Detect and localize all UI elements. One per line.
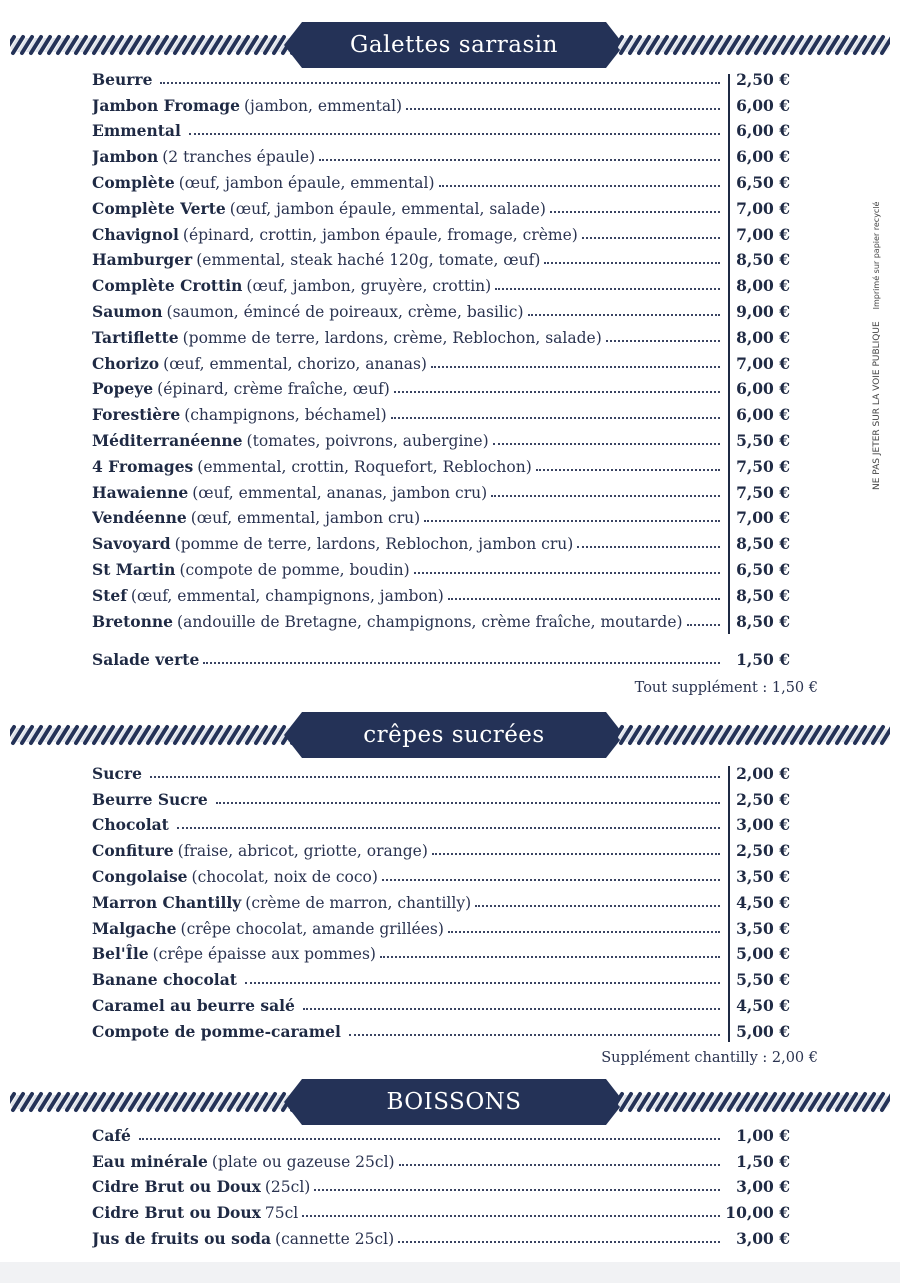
section-title: BOISSONS	[386, 1089, 522, 1115]
item-description: (œuf, emmental, champignons, jambon)	[130, 586, 444, 605]
item-name: Caramel au beurre salé	[92, 995, 295, 1015]
item-description: (crème de marron, chantilly)	[245, 893, 472, 912]
crepes-list	[92, 760, 812, 1044]
item-price: 7,00 €	[736, 508, 790, 528]
item-price: 7,50 €	[736, 456, 790, 476]
item-name: Stef	[92, 585, 127, 605]
dot-leader	[398, 1241, 720, 1243]
supplement-note: Tout supplément : 1,50 €	[634, 680, 818, 696]
item-name: Forestière	[92, 405, 181, 425]
dot-leader	[606, 340, 720, 342]
dot-leader	[577, 546, 720, 548]
list-item	[92, 1225, 812, 1251]
item-price: 3,50 €	[736, 866, 790, 886]
galettes-list	[92, 66, 812, 634]
item-name: Confiture	[92, 841, 174, 861]
ribbon	[284, 1079, 624, 1125]
dot-leader	[150, 776, 720, 778]
item-name: Beurre Sucre	[92, 789, 208, 809]
list-item	[92, 505, 812, 531]
dot-leader	[582, 237, 720, 239]
item-price: 3,00 €	[736, 1177, 790, 1197]
dot-leader	[536, 469, 720, 471]
item-description: (crêpe épaisse aux pommes)	[152, 945, 376, 964]
item-name: Jambon Fromage	[92, 95, 240, 115]
list-item	[92, 272, 812, 298]
boissons-banner	[0, 1077, 900, 1127]
item-name: Salade verte	[92, 649, 200, 669]
rope-decoration-icon	[10, 724, 300, 746]
item-name: St Martin	[92, 559, 176, 579]
dot-leader	[448, 598, 720, 600]
item-description: (pomme de terre, lardons, crème, Reblochon, salade)	[182, 328, 602, 347]
dot-leader	[493, 443, 720, 445]
item-name: Café	[92, 1125, 131, 1145]
dot-leader	[382, 879, 720, 881]
item-price: 10,00 €	[725, 1203, 790, 1223]
list-item	[92, 556, 812, 582]
item-name: Savoyard	[92, 534, 171, 554]
rope-decoration-icon	[10, 1091, 300, 1113]
dot-leader	[160, 82, 720, 84]
list-item	[92, 453, 812, 479]
dot-leader	[391, 417, 720, 419]
item-price: 6,00 €	[736, 405, 790, 425]
list-item	[92, 298, 812, 324]
item-price: 8,50 €	[736, 534, 790, 554]
bottom-strip	[0, 1262, 900, 1283]
list-item	[92, 992, 812, 1018]
item-name: Chocolat	[92, 815, 169, 835]
item-description: (épinard, crème fraîche, œuf)	[157, 380, 390, 399]
dot-leader	[245, 982, 720, 984]
item-description: (tomates, poivrons, aubergine)	[246, 431, 489, 450]
boissons-list	[92, 1122, 812, 1251]
item-name: Cidre Brut ou Doux	[92, 1203, 261, 1223]
item-price: 2,50 €	[736, 69, 790, 89]
item-name: Emmental	[92, 121, 181, 141]
salade-row	[92, 646, 812, 672]
list-item	[92, 889, 812, 915]
item-name: Bretonne	[92, 611, 174, 631]
crepes-banner	[0, 710, 900, 760]
dot-leader	[424, 520, 720, 522]
item-description: (compote de pomme, boudin)	[179, 560, 410, 579]
dot-leader	[139, 1138, 720, 1140]
side-note-main: NE PAS JETER SUR LA VOIE PUBLIQUE	[872, 321, 882, 490]
list-item	[92, 1174, 812, 1200]
dot-leader	[303, 1008, 720, 1010]
item-description: 75cl	[264, 1204, 299, 1223]
item-price: 6,00 €	[736, 379, 790, 399]
item-price: 1,50 €	[736, 1151, 790, 1171]
list-item	[92, 376, 812, 402]
list-item	[92, 221, 812, 247]
list-item	[92, 401, 812, 427]
rope-decoration-icon	[618, 1091, 890, 1113]
item-description: (fraise, abricot, griotte, orange)	[177, 842, 428, 861]
item-description: (épinard, crottin, jambon épaule, fromage, crème)	[182, 225, 578, 244]
item-price: 7,00 €	[736, 224, 790, 244]
item-description: (œuf, emmental, jambon cru)	[190, 509, 421, 528]
dot-leader	[491, 495, 720, 497]
list-item	[92, 582, 812, 608]
item-name: Chavignol	[92, 224, 179, 244]
dot-leader	[687, 624, 720, 626]
list-item	[92, 324, 812, 350]
dot-leader	[399, 1164, 720, 1166]
item-description: (crêpe chocolat, amande grillées)	[180, 919, 444, 938]
list-item	[92, 646, 812, 672]
item-price: 5,50 €	[736, 970, 790, 990]
rope-decoration-icon	[618, 34, 890, 56]
item-price: 7,50 €	[736, 482, 790, 502]
ribbon	[284, 22, 624, 68]
item-description: (pomme de terre, lardons, Reblochon, jambon cru)	[174, 535, 574, 554]
item-name: Méditerranéenne	[92, 430, 243, 450]
item-name: Complète	[92, 172, 175, 192]
item-price: 6,50 €	[736, 559, 790, 579]
rope-decoration-icon	[618, 724, 890, 746]
item-description: (2 tranches épaule)	[162, 148, 316, 167]
list-item	[92, 863, 812, 889]
item-name: Jus de fruits ou soda	[92, 1228, 272, 1248]
item-price: 2,50 €	[736, 841, 790, 861]
item-price: 5,00 €	[736, 944, 790, 964]
item-name: Vendéenne	[92, 508, 187, 528]
item-price: 5,00 €	[736, 1021, 790, 1041]
item-description: (œuf, jambon, gruyère, crottin)	[246, 277, 492, 296]
rope-decoration-icon	[10, 34, 300, 56]
dot-leader	[406, 108, 720, 110]
list-item	[92, 1018, 812, 1044]
dot-leader	[380, 956, 720, 958]
item-name: Bel'Île	[92, 944, 149, 964]
item-name: Hawaienne	[92, 482, 189, 502]
item-price: 4,50 €	[736, 892, 790, 912]
price-divider	[728, 74, 730, 634]
list-item	[92, 812, 812, 838]
item-name: Jambon	[92, 147, 159, 167]
list-item	[92, 608, 812, 634]
list-item	[92, 1122, 812, 1148]
item-name: Marron Chantilly	[92, 892, 242, 912]
item-name: Complète Crottin	[92, 276, 243, 296]
side-note	[872, 130, 884, 490]
item-price: 8,00 €	[736, 276, 790, 296]
list-item	[92, 66, 812, 92]
item-description: (cannette 25cl)	[275, 1229, 395, 1248]
dot-leader	[431, 366, 720, 368]
item-description: (œuf, jambon épaule, emmental)	[178, 173, 435, 192]
list-item	[92, 530, 812, 556]
item-name: Eau minérale	[92, 1151, 208, 1171]
item-price: 2,50 €	[736, 789, 790, 809]
list-item	[92, 837, 812, 863]
dot-leader	[349, 1034, 720, 1036]
galettes-banner	[0, 20, 900, 70]
dot-leader	[475, 905, 720, 907]
item-price: 2,00 €	[736, 763, 790, 783]
list-item	[92, 195, 812, 221]
dot-leader	[439, 185, 721, 187]
item-description: (œuf, jambon épaule, emmental, salade)	[229, 199, 546, 218]
list-item	[92, 1199, 812, 1225]
item-description: (plate ou gazeuse 25cl)	[211, 1152, 395, 1171]
dot-leader	[414, 572, 720, 574]
item-description: (chocolat, noix de coco)	[191, 867, 378, 886]
item-price: 1,50 €	[736, 649, 790, 669]
list-item	[92, 247, 812, 273]
item-name: Hamburger	[92, 250, 193, 270]
dot-leader	[216, 802, 720, 804]
item-name: Saumon	[92, 301, 163, 321]
item-price: 4,50 €	[736, 995, 790, 1015]
item-price: 8,50 €	[736, 611, 790, 631]
item-description: (champignons, béchamel)	[184, 406, 387, 425]
section-title: crêpes sucrées	[363, 722, 545, 748]
item-price: 3,50 €	[736, 918, 790, 938]
item-description: (25cl)	[264, 1178, 311, 1197]
item-price: 6,00 €	[736, 95, 790, 115]
item-description: (œuf, emmental, chorizo, ananas)	[163, 354, 427, 373]
list-item	[92, 1148, 812, 1174]
item-name: Tartiflette	[92, 327, 179, 347]
side-note-small: Imprimé sur papier recyclé	[872, 201, 881, 310]
item-description: (œuf, emmental, ananas, jambon cru)	[192, 483, 488, 502]
dot-leader	[495, 288, 720, 290]
item-price: 8,50 €	[736, 250, 790, 270]
item-name: Complète Verte	[92, 198, 226, 218]
list-item	[92, 941, 812, 967]
item-description: (andouille de Bretagne, champignons, crème fraîche, moutarde)	[177, 612, 683, 631]
price-divider	[728, 766, 730, 1042]
item-name: Chorizo	[92, 353, 160, 373]
item-name: Congolaise	[92, 866, 188, 886]
item-price: 3,00 €	[736, 1228, 790, 1248]
item-price: 3,00 €	[736, 815, 790, 835]
dot-leader	[203, 662, 720, 664]
list-item	[92, 915, 812, 941]
dot-leader	[550, 211, 720, 213]
item-price: 9,00 €	[736, 301, 790, 321]
list-item	[92, 118, 812, 144]
item-description: (emmental, steak haché 120g, tomate, œuf)	[196, 251, 541, 270]
item-name: 4 Fromages	[92, 456, 194, 476]
dot-leader	[302, 1215, 720, 1217]
list-item	[92, 427, 812, 453]
item-price: 8,00 €	[736, 327, 790, 347]
list-item	[92, 92, 812, 118]
list-item	[92, 350, 812, 376]
item-name: Malgache	[92, 918, 177, 938]
item-price: 6,00 €	[736, 147, 790, 167]
dot-leader	[189, 133, 720, 135]
item-description: (emmental, crottin, Roquefort, Reblochon)	[197, 457, 532, 476]
list-item	[92, 479, 812, 505]
section-title: Galettes sarrasin	[350, 32, 558, 58]
dot-leader	[528, 314, 720, 316]
ribbon	[284, 712, 624, 758]
dot-leader	[177, 827, 720, 829]
item-price: 7,00 €	[736, 353, 790, 373]
dot-leader	[394, 391, 720, 393]
list-item	[92, 786, 812, 812]
item-description: (saumon, émincé de poireaux, crème, basilic)	[166, 302, 524, 321]
item-name: Sucre	[92, 763, 142, 783]
dot-leader	[432, 853, 720, 855]
list-item	[92, 143, 812, 169]
item-name: Popeye	[92, 379, 154, 399]
list-item	[92, 966, 812, 992]
item-name: Compote de pomme-caramel	[92, 1021, 341, 1041]
item-price: 6,00 €	[736, 121, 790, 141]
dot-leader	[314, 1189, 720, 1191]
item-price: 7,00 €	[736, 198, 790, 218]
list-item	[92, 760, 812, 786]
list-item	[92, 169, 812, 195]
item-price: 5,50 €	[736, 430, 790, 450]
chantilly-note: Supplément chantilly : 2,00 €	[601, 1050, 818, 1066]
item-description: (jambon, emmental)	[244, 96, 403, 115]
dot-leader	[319, 159, 720, 161]
item-price: 6,50 €	[736, 172, 790, 192]
dot-leader	[448, 931, 720, 933]
item-price: 8,50 €	[736, 585, 790, 605]
item-name: Banane chocolat	[92, 970, 237, 990]
item-name: Beurre	[92, 69, 153, 89]
item-name: Cidre Brut ou Doux	[92, 1177, 261, 1197]
dot-leader	[544, 262, 720, 264]
item-price: 1,00 €	[736, 1125, 790, 1145]
